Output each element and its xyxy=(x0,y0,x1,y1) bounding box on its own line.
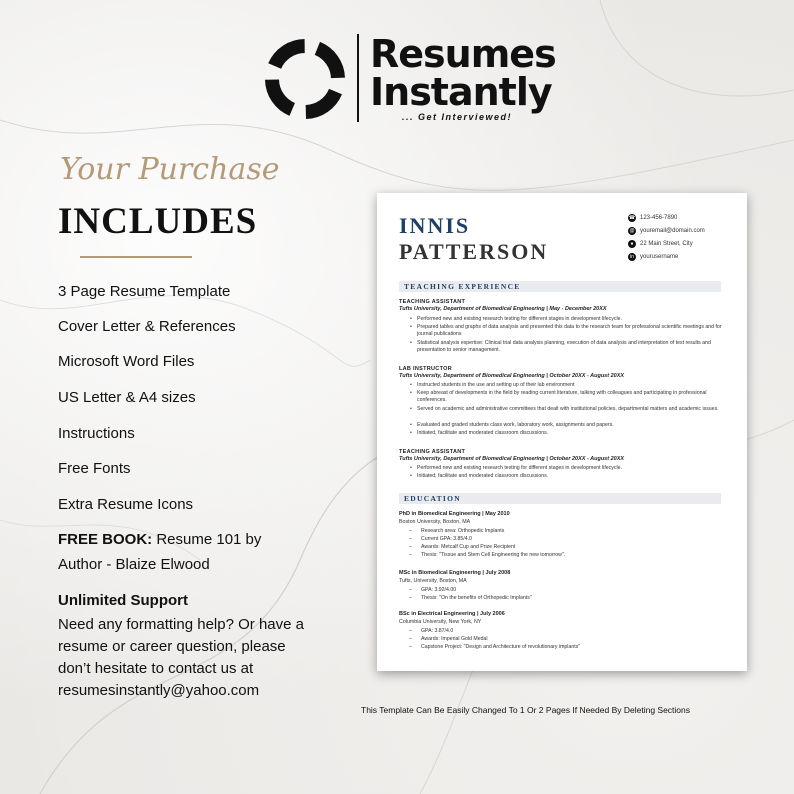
job-bullet: • Prepared tables and graphs of data analysis and presented this data to the research team for professional scientific meetings and for journal publications xyxy=(417,324,722,337)
phone-icon: ☎ xyxy=(628,215,636,221)
contact-email: @ youremail@domain.com xyxy=(629,228,705,234)
script-heading: Your Purchase xyxy=(60,152,280,187)
feature-item: Free Fonts xyxy=(58,460,131,477)
free-book-item xyxy=(58,531,261,548)
education-heading: EDUCATION xyxy=(399,493,721,504)
job-bullet: • Performed new and existing research testing for different stages in development lifecycle. xyxy=(417,465,722,472)
job-bullet: • Keep abreast of developments in the field by reading current literature, talking with colleagues and participating in professional conferences. xyxy=(417,390,722,403)
feature-item: Instructions xyxy=(58,425,135,442)
logo-ring-icon xyxy=(262,36,348,122)
contact-phone: ☎ 123-456-7890 xyxy=(628,215,678,221)
feature-item: Extra Resume Icons xyxy=(58,496,194,513)
contact-address: ● 22 Main Street, City xyxy=(628,240,693,248)
includes-heading: INCLUDES xyxy=(58,201,258,242)
support-text: Need any formatting help? Or have a resume or career question, please don’t hesitate to contact us at resumesinstantly@yahoo.com xyxy=(58,616,304,699)
linkedin-icon: in xyxy=(628,253,636,261)
job-subtitle: Tufts University, Department of Biomedical Engineering | October 20XX - August 20XX xyxy=(399,373,625,379)
job-subtitle: Tufts University, Department of Biomedical Engineering | October 20XX - August 20XX xyxy=(399,456,625,462)
edu-school: Columbia University, New York, NY xyxy=(399,619,482,625)
logo-divider xyxy=(357,34,359,122)
edu-item: – Research area: Orthopedic Implants xyxy=(421,528,504,534)
job-title: LAB INSTRUCTOR xyxy=(399,366,452,372)
brand-line-1: Resumes xyxy=(370,32,556,76)
edu-item: – Awards: Metcalf Cup and Prize Recipient xyxy=(421,544,515,550)
job-title: TEACHING ASSISTANT xyxy=(399,449,466,455)
job-bullet: • Performed new and existing research testing for different stages in development lifecycle. xyxy=(417,316,722,323)
edu-degree: PhD in Biomedical Engineering | May 2010 xyxy=(399,511,510,517)
edu-item: – GPA: 3.92/4.00 xyxy=(421,587,456,593)
support-heading: Unlimited Support xyxy=(58,592,188,609)
brand-logo xyxy=(262,32,556,128)
location-icon: ● xyxy=(628,240,636,248)
free-book-title: Resume 101 by xyxy=(152,531,262,548)
teaching-heading: TEACHING EXPERIENCE xyxy=(399,281,721,292)
feature-item: 3 Page Resume Template xyxy=(58,283,231,300)
edu-item: – Thesis: "Tissue and Stem Cell Engineering the new tomorrow". xyxy=(421,552,565,558)
edu-degree: BSc in Electrical Engineering | July 2006 xyxy=(399,611,505,617)
job-bullet: • Initiated, facilitate and moderated classroom discussions. xyxy=(417,430,722,437)
job-subtitle: Tufts University, Department of Biomedical Engineering | May - December 20XX xyxy=(399,306,607,312)
edu-item: – Awards: Imperial Gold Medal xyxy=(421,636,488,642)
free-book-author: Author - Blaize Elwood xyxy=(58,556,210,573)
edu-degree: MSc in Biomedical Engineering | July 2008 xyxy=(399,570,511,576)
resume-last-name: PATTERSON xyxy=(399,239,549,264)
gold-divider xyxy=(80,256,192,258)
job-title: TEACHING ASSISTANT xyxy=(399,299,466,305)
free-book-label: FREE BOOK: xyxy=(58,531,153,548)
edu-school: Boston University, Boston, MA xyxy=(399,519,471,525)
contact-linkedin: in yourusername xyxy=(628,253,678,261)
resume-preview xyxy=(377,193,747,671)
template-caption: This Template Can Be Easily Changed To 1 Or 2 Pages If Needed By Deleting Sections xyxy=(361,705,691,715)
feature-item: Cover Letter & References xyxy=(58,318,236,335)
feature-item: Microsoft Word Files xyxy=(58,353,195,370)
edu-item: – Capstone Project: "Design and Architecture of revolutionary implants" xyxy=(421,644,580,650)
job-bullet: • Evaluated and graded students class work, laboratory work, assignments and papers. xyxy=(417,422,722,429)
edu-item: – Current GPA: 3.85/4.0 xyxy=(421,536,472,542)
brand-tagline: ... Get Interviewed! xyxy=(402,112,513,122)
email-icon: @ xyxy=(629,228,635,234)
job-bullet: • Served on academic and administrative committees that dealt with institutional policies, departmental matters and academic issues. xyxy=(417,406,722,413)
brand-line-2: Instantly xyxy=(370,70,552,114)
edu-item: – GPA: 3.87/4.0 xyxy=(421,628,453,634)
job-bullet: • Initiated, facilitate and moderated classroom discussions. xyxy=(417,473,722,480)
job-bullet: • Statistical analysis expertise: Clinical trial data analysis planning, execution of data analysis and interpretation of test results and presentation to senior management. xyxy=(417,340,722,353)
feature-item: US Letter & A4 sizes xyxy=(58,389,196,406)
job-bullet: • Instructed students in the use and setting up of their lab environment xyxy=(417,382,722,389)
resume-first-name: INNIS xyxy=(399,213,471,238)
edu-school: Tufts, University, Boston, MA xyxy=(399,578,467,584)
edu-item: – Thesis: "On the benefits of Orthopedic Implants" xyxy=(421,595,532,601)
